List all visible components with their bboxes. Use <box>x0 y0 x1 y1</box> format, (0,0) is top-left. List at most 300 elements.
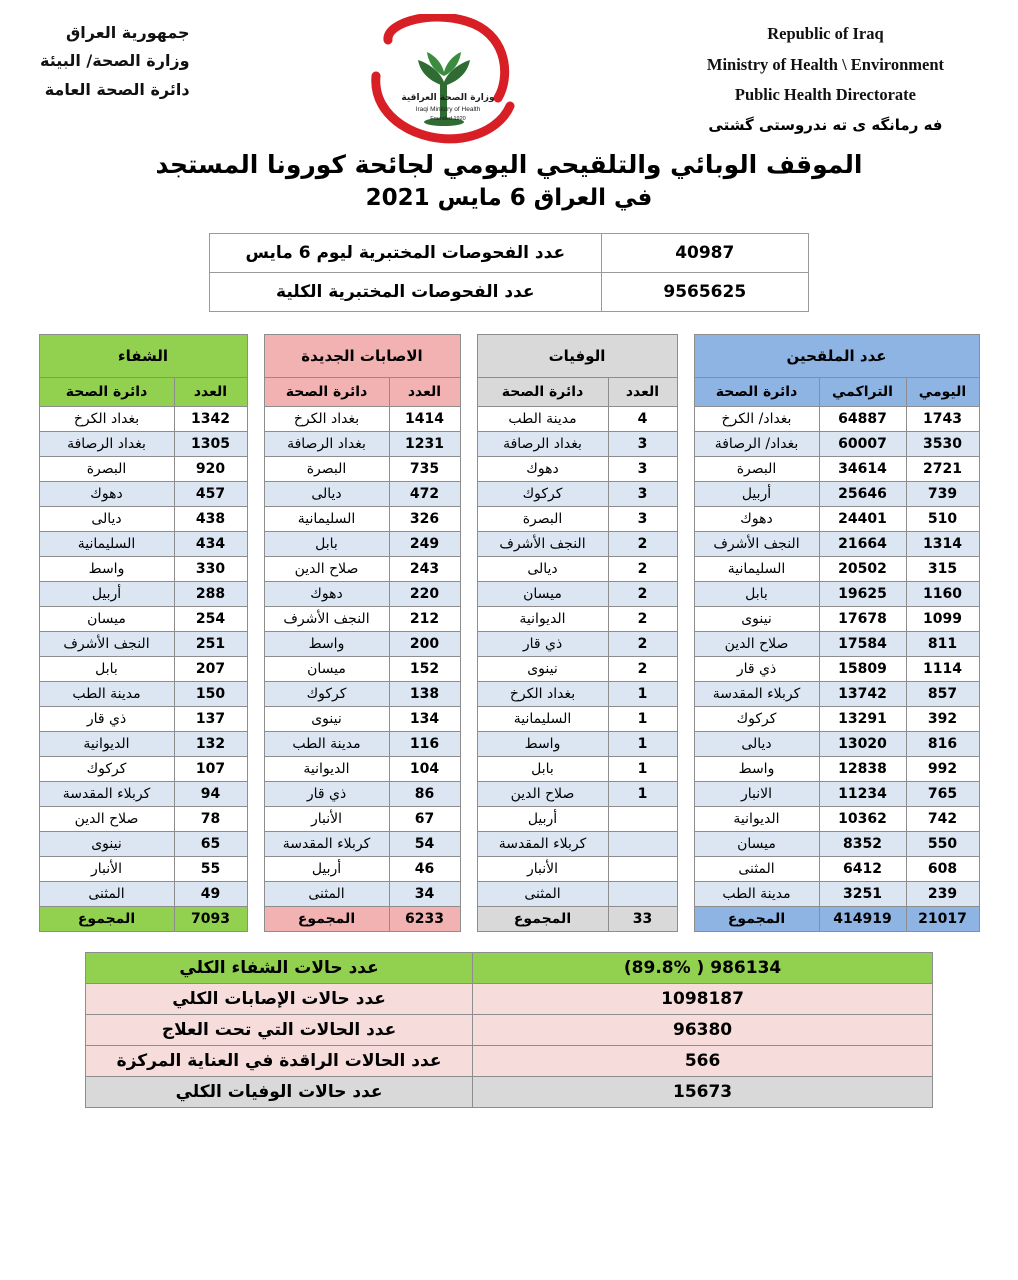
cell-value: 17678 <box>819 607 906 632</box>
total-tests-value: 9565625 <box>601 273 808 312</box>
cell-value: 220 <box>389 582 460 607</box>
logo-founded-text: Founded 1920 <box>430 116 466 122</box>
cell-directorate: بابل <box>264 532 389 557</box>
cell-directorate: بغداد الرصافة <box>39 432 174 457</box>
table-row <box>477 857 677 882</box>
deaths-total-count: 33 <box>608 907 677 932</box>
summary-row <box>86 1046 933 1077</box>
recovered-body <box>39 407 247 907</box>
table-row <box>694 807 979 832</box>
cell-directorate: الديوانية <box>477 607 608 632</box>
cell-value: 132 <box>174 732 247 757</box>
cell-value: 251 <box>174 632 247 657</box>
cell-value: 1305 <box>174 432 247 457</box>
table-row <box>39 532 247 557</box>
cell-directorate: بغداد الرصافة <box>477 432 608 457</box>
cell-directorate: البصرة <box>39 457 174 482</box>
cell-value: 21664 <box>819 532 906 557</box>
table-row <box>477 707 677 732</box>
summary-label: عدد الحالات التي تحت العلاج <box>86 1015 473 1046</box>
cell-value: 1231 <box>389 432 460 457</box>
cell-value: 1 <box>608 782 677 807</box>
table-row <box>477 832 677 857</box>
cell-value: 239 <box>906 882 979 907</box>
cell-directorate: كركوك <box>264 682 389 707</box>
table-row <box>694 582 979 607</box>
vaccinated-total-cumulative: 414919 <box>819 907 906 932</box>
cell-directorate: أربيل <box>264 857 389 882</box>
new-cases-col-directorate: دائرة الصحة <box>264 378 389 407</box>
new-cases-total-label: المجموع <box>264 907 389 932</box>
cell-directorate: المثنى <box>264 882 389 907</box>
cell-directorate: ميسان <box>694 832 819 857</box>
cell-value: 249 <box>389 532 460 557</box>
deaths-body <box>477 407 677 907</box>
table-row <box>210 273 809 312</box>
header-english-line-3: Public Health Directorate <box>734 85 917 105</box>
cell-value: 2721 <box>906 457 979 482</box>
cell-value: 315 <box>906 557 979 582</box>
cell-value: 54 <box>389 832 460 857</box>
cell-directorate: أربيل <box>694 482 819 507</box>
new-cases-total-count: 6233 <box>389 907 460 932</box>
cell-directorate: بغداد الرصافة <box>264 432 389 457</box>
cell-value: 2 <box>608 557 677 582</box>
table-row <box>477 782 677 807</box>
table-row <box>264 482 460 507</box>
table-row-total <box>264 907 460 932</box>
cell-directorate: كركوك <box>694 707 819 732</box>
cell-value: 992 <box>906 757 979 782</box>
table-row <box>264 632 460 657</box>
block-deaths <box>477 334 678 932</box>
table-row <box>477 732 677 757</box>
cell-value: 1 <box>608 757 677 782</box>
cell-value: 64887 <box>819 407 906 432</box>
cell-directorate: السليمانية <box>39 532 174 557</box>
deaths-col-count: العدد <box>608 378 677 407</box>
table-row <box>39 882 247 907</box>
table-row <box>477 532 677 557</box>
deaths-total-label: المجموع <box>477 907 608 932</box>
cell-directorate: صلاح الدين <box>264 557 389 582</box>
table-row <box>39 607 247 632</box>
table-row <box>39 457 247 482</box>
deaths-table <box>477 334 678 932</box>
cell-directorate: الديوانية <box>694 807 819 832</box>
table-row <box>477 632 677 657</box>
cell-directorate: مدينة الطب <box>694 882 819 907</box>
cell-value: 6412 <box>819 857 906 882</box>
table-row <box>39 857 247 882</box>
table-row-total <box>694 907 979 932</box>
vaccinated-total-label: المجموع <box>694 907 819 932</box>
cell-value: 2 <box>608 632 677 657</box>
recovered-table <box>39 334 248 932</box>
vaccinated-total-daily: 21017 <box>906 907 979 932</box>
summary-value: 566 <box>473 1046 933 1077</box>
cell-value: 13020 <box>819 732 906 757</box>
table-row <box>694 707 979 732</box>
header-english-line-1: Republic of Iraq <box>767 24 884 43</box>
summary-label: عدد حالات الوفيات الكلي <box>86 1077 473 1108</box>
cell-value: 94 <box>174 782 247 807</box>
cell-value: 104 <box>389 757 460 782</box>
table-row <box>39 707 247 732</box>
cell-value: 1743 <box>906 407 979 432</box>
cell-value: 857 <box>906 682 979 707</box>
cell-value: 4 <box>608 407 677 432</box>
cell-value: 1314 <box>906 532 979 557</box>
table-row <box>264 782 460 807</box>
cell-directorate: نينوى <box>694 607 819 632</box>
table-row <box>694 757 979 782</box>
cell-directorate: كركوك <box>477 482 608 507</box>
cell-directorate: صلاح الدين <box>477 782 608 807</box>
cell-directorate: مدينة الطب <box>477 407 608 432</box>
cell-value: 17584 <box>819 632 906 657</box>
table-row <box>694 482 979 507</box>
cell-value: 326 <box>389 507 460 532</box>
table-row <box>264 532 460 557</box>
header-arabic-block <box>40 14 190 99</box>
cell-directorate: الانبار <box>694 782 819 807</box>
cell-value: 34 <box>389 882 460 907</box>
daily-tests-value: 40987 <box>601 234 808 273</box>
cell-value: 55 <box>174 857 247 882</box>
summary-row <box>86 953 933 984</box>
block-new-cases <box>264 334 461 932</box>
cell-value: 25646 <box>819 482 906 507</box>
cell-value: 8352 <box>819 832 906 857</box>
governorate-blocks <box>14 334 1004 932</box>
cell-directorate: الديوانية <box>39 732 174 757</box>
table-row <box>694 457 979 482</box>
cell-directorate: الديوانية <box>264 757 389 782</box>
cell-value: 288 <box>174 582 247 607</box>
cell-value: 3 <box>608 482 677 507</box>
cell-value: 11234 <box>819 782 906 807</box>
cell-value: 243 <box>389 557 460 582</box>
cell-directorate: النجف الأشرف <box>477 532 608 557</box>
cell-value: 1414 <box>389 407 460 432</box>
cell-value: 330 <box>174 557 247 582</box>
cell-directorate: كركوك <box>39 757 174 782</box>
cell-value: 150 <box>174 682 247 707</box>
logo-english-text: Iraqi Ministry of Health <box>415 106 481 113</box>
table-row <box>477 507 677 532</box>
cell-directorate: السليمانية <box>477 707 608 732</box>
table-row <box>264 707 460 732</box>
cell-value <box>608 807 677 832</box>
vaccinated-col-daily: اليومي <box>906 378 979 407</box>
table-row <box>264 732 460 757</box>
table-row <box>694 732 979 757</box>
table-row <box>39 582 247 607</box>
cell-value: 19625 <box>819 582 906 607</box>
cell-directorate: نينوى <box>477 657 608 682</box>
cell-value: 1114 <box>906 657 979 682</box>
summary-table <box>85 952 933 1108</box>
table-row <box>39 832 247 857</box>
summary-value: 986134 ( 89.8%) <box>473 953 933 984</box>
vaccinated-col-directorate: دائرة الصحة <box>694 378 819 407</box>
block-vaccinated <box>694 334 980 932</box>
cell-value: 15809 <box>819 657 906 682</box>
cell-directorate: بغداد الكرخ <box>39 407 174 432</box>
header-english-block <box>707 14 944 134</box>
deaths-col-directorate: دائرة الصحة <box>477 378 608 407</box>
table-row <box>694 607 979 632</box>
table-row <box>39 507 247 532</box>
table-row <box>264 807 460 832</box>
new-cases-table <box>264 334 461 932</box>
ministry-logo-icon <box>358 14 538 149</box>
table-row <box>39 807 247 832</box>
cell-value: 49 <box>174 882 247 907</box>
cell-value: 1 <box>608 707 677 732</box>
cell-value: 34614 <box>819 457 906 482</box>
table-row <box>264 507 460 532</box>
cell-value: 78 <box>174 807 247 832</box>
recovered-total-label: المجموع <box>39 907 174 932</box>
cell-directorate: ديالى <box>264 482 389 507</box>
table-row <box>210 234 809 273</box>
cell-directorate: مدينة الطب <box>264 732 389 757</box>
table-row <box>264 407 460 432</box>
table-row <box>477 807 677 832</box>
cell-directorate: ذي قار <box>39 707 174 732</box>
cell-value: 457 <box>174 482 247 507</box>
summary-value: 15673 <box>473 1077 933 1108</box>
cell-directorate: نينوى <box>39 832 174 857</box>
vaccinated-title: عدد الملقحين <box>694 335 979 378</box>
cell-directorate: النجف الأشرف <box>264 607 389 632</box>
logo-arabic-text: وزارة الصحة العراقية <box>401 93 495 103</box>
cell-value: 3 <box>608 432 677 457</box>
cell-value: 1 <box>608 732 677 757</box>
cell-directorate: ذي قار <box>264 782 389 807</box>
cell-value: 116 <box>389 732 460 757</box>
cell-value: 434 <box>174 532 247 557</box>
table-row <box>477 557 677 582</box>
cell-value: 816 <box>906 732 979 757</box>
cell-directorate: ديالى <box>477 557 608 582</box>
cell-value: 608 <box>906 857 979 882</box>
cell-value: 392 <box>906 707 979 732</box>
cell-directorate: ذي قار <box>477 632 608 657</box>
table-row <box>39 757 247 782</box>
cell-value <box>608 857 677 882</box>
cell-directorate: الأنبار <box>264 807 389 832</box>
total-tests-label: عدد الفحوصات المختبرية الكلية <box>210 273 602 312</box>
table-row <box>477 882 677 907</box>
table-row <box>39 682 247 707</box>
cell-directorate: دهوك <box>477 457 608 482</box>
cell-value: 2 <box>608 582 677 607</box>
cell-directorate: واسط <box>264 632 389 657</box>
daily-tests-label: عدد الفحوصات المختبرية ليوم 6 مايس <box>210 234 602 273</box>
summary-row <box>86 984 933 1015</box>
cell-value: 24401 <box>819 507 906 532</box>
table-row <box>694 832 979 857</box>
cell-value: 1342 <box>174 407 247 432</box>
table-row <box>264 882 460 907</box>
cell-directorate: البصرة <box>264 457 389 482</box>
cell-value: 2 <box>608 657 677 682</box>
cell-directorate: المثنى <box>477 882 608 907</box>
cell-value: 3251 <box>819 882 906 907</box>
table-row <box>694 407 979 432</box>
cell-directorate: بغداد/ الرصافة <box>694 432 819 457</box>
cell-directorate: ذي قار <box>694 657 819 682</box>
recovered-col-directorate: دائرة الصحة <box>39 378 174 407</box>
table-row <box>694 857 979 882</box>
cell-value: 765 <box>906 782 979 807</box>
table-row <box>694 432 979 457</box>
cell-value: 13742 <box>819 682 906 707</box>
table-row <box>694 782 979 807</box>
page-title-line-2: في العراق 6 مايس 2021 <box>365 185 653 211</box>
cell-directorate: صلاح الدين <box>39 807 174 832</box>
table-row <box>39 432 247 457</box>
table-row <box>264 757 460 782</box>
cell-value: 438 <box>174 507 247 532</box>
cell-value: 13291 <box>819 707 906 732</box>
cell-directorate: صلاح الدين <box>694 632 819 657</box>
cell-value: 12838 <box>819 757 906 782</box>
cell-directorate: واسط <box>477 732 608 757</box>
table-row <box>39 782 247 807</box>
lab-tests-table <box>209 233 809 312</box>
cell-directorate: ميسان <box>477 582 608 607</box>
cell-value: 152 <box>389 657 460 682</box>
table-row <box>477 432 677 457</box>
cell-directorate: السليمانية <box>694 557 819 582</box>
cell-value: 739 <box>906 482 979 507</box>
cell-value: 137 <box>174 707 247 732</box>
cell-value: 472 <box>389 482 460 507</box>
cell-directorate: بابل <box>39 657 174 682</box>
cell-value <box>608 882 677 907</box>
cell-directorate: النجف الأشرف <box>39 632 174 657</box>
table-row <box>694 507 979 532</box>
cell-directorate: بابل <box>477 757 608 782</box>
cell-value: 920 <box>174 457 247 482</box>
table-row-total <box>39 907 247 932</box>
table-row <box>264 832 460 857</box>
table-row <box>694 632 979 657</box>
cell-value: 2 <box>608 532 677 557</box>
cell-directorate: مدينة الطب <box>39 682 174 707</box>
table-row <box>39 657 247 682</box>
summary-label: عدد الحالات الراقدة في العناية المركزة <box>86 1046 473 1077</box>
table-row <box>39 732 247 757</box>
table-row <box>477 682 677 707</box>
cell-value: 134 <box>389 707 460 732</box>
table-row <box>39 482 247 507</box>
summary-body <box>86 953 933 1108</box>
recovered-title: الشفاء <box>39 335 247 378</box>
cell-directorate: ديالى <box>694 732 819 757</box>
table-row <box>477 657 677 682</box>
cell-value: 107 <box>174 757 247 782</box>
cell-directorate: دهوك <box>39 482 174 507</box>
table-row <box>694 657 979 682</box>
cell-value: 65 <box>174 832 247 857</box>
cell-value: 212 <box>389 607 460 632</box>
cell-directorate: الأنبار <box>477 857 608 882</box>
vaccinated-col-cumulative: التراكمي <box>819 378 906 407</box>
cell-directorate: دهوك <box>694 507 819 532</box>
cell-directorate: المثنى <box>39 882 174 907</box>
table-row <box>694 532 979 557</box>
document-header <box>14 0 1004 140</box>
ministry-logo <box>358 14 538 149</box>
cell-directorate: المثنى <box>694 857 819 882</box>
table-row <box>477 582 677 607</box>
cell-directorate: أربيل <box>477 807 608 832</box>
new-cases-title: الاصابات الجديدة <box>264 335 460 378</box>
table-row <box>694 557 979 582</box>
table-row <box>264 682 460 707</box>
cell-directorate: الأنبار <box>39 857 174 882</box>
cell-value: 1 <box>608 682 677 707</box>
cell-value: 1099 <box>906 607 979 632</box>
cell-value: 46 <box>389 857 460 882</box>
recovered-col-count: العدد <box>174 378 247 407</box>
table-row <box>477 457 677 482</box>
page-title-line-1: الموقف الوبائي والتلقيحي اليومي لجائحة كورونا المستجد <box>155 150 863 179</box>
cell-directorate: كربلاء المقدسة <box>264 832 389 857</box>
header-arabic-line-3: دائرة الصحة العامة <box>44 79 190 99</box>
cell-value: 200 <box>389 632 460 657</box>
cell-directorate: بغداد/ الكرخ <box>694 407 819 432</box>
table-row <box>477 482 677 507</box>
cell-value <box>608 832 677 857</box>
table-row <box>264 557 460 582</box>
table-row <box>264 607 460 632</box>
cell-directorate: كربلاء المقدسة <box>694 682 819 707</box>
cell-directorate: بغداد الكرخ <box>477 682 608 707</box>
table-row <box>694 882 979 907</box>
table-row-total <box>477 907 677 932</box>
new-cases-body <box>264 407 460 907</box>
cell-directorate: النجف الأشرف <box>694 532 819 557</box>
header-arabic-line-1: جمهورية العراق <box>65 23 190 42</box>
cell-value: 67 <box>389 807 460 832</box>
cell-directorate: البصرة <box>694 457 819 482</box>
summary-label: عدد حالات الإصابات الكلي <box>86 984 473 1015</box>
cell-value: 86 <box>389 782 460 807</box>
cell-value: 254 <box>174 607 247 632</box>
cell-value: 3530 <box>906 432 979 457</box>
vaccinated-body <box>694 407 979 907</box>
vaccinated-table <box>694 334 980 932</box>
cell-value: 3 <box>608 457 677 482</box>
cell-directorate: كربلاء المقدسة <box>39 782 174 807</box>
table-row <box>39 407 247 432</box>
cell-value: 550 <box>906 832 979 857</box>
cell-directorate: أربيل <box>39 582 174 607</box>
summary-label: عدد حالات الشفاء الكلي <box>86 953 473 984</box>
table-row <box>477 607 677 632</box>
page-title <box>14 150 1004 211</box>
cell-value: 138 <box>389 682 460 707</box>
table-row <box>694 682 979 707</box>
cell-directorate: السليمانية <box>264 507 389 532</box>
header-arabic-line-2: وزارة الصحة/ البيئة <box>40 51 190 71</box>
